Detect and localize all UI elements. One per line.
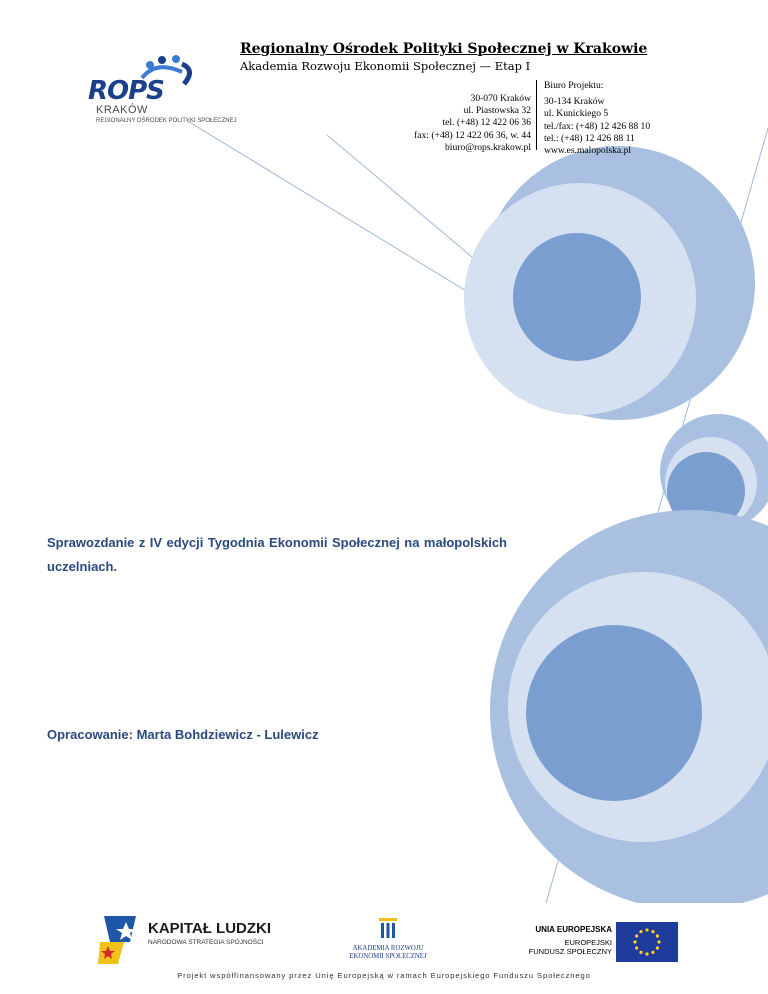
logo-city: KRAKÓW xyxy=(96,104,148,116)
address-divider xyxy=(536,80,537,150)
project-office-label: Biuro Projektu: xyxy=(544,80,604,91)
address-line: tel. (+48) 12 422 06 36 xyxy=(442,117,531,129)
eu-title: UNIA EUROPEJSKA xyxy=(535,925,612,934)
logo-wordmark: ROPS xyxy=(88,76,164,106)
address-line: tel./fax: (+48) 12 426 88 10 xyxy=(544,120,651,132)
report-author: Opracowanie: Marta Bohdziewicz - Lulewicz xyxy=(47,727,319,742)
address-line: fax: (+48) 12 422 06 36, w. 44 xyxy=(414,129,531,141)
address-line: tel.: (+48) 12 426 88 11 xyxy=(544,132,635,144)
akademia-columns-icon xyxy=(377,916,399,942)
kapital-ludzki-emblem-icon xyxy=(96,912,142,968)
address-line: 30-070 Kraków xyxy=(470,93,531,104)
akademia-logo xyxy=(338,916,438,968)
eu-fund-line-2: FUNDUSZ SPOŁECZNY xyxy=(528,947,612,956)
rops-logo xyxy=(86,50,246,130)
address-line: ul. Piastowska 32 xyxy=(463,105,531,117)
address-line: 30-134 Kraków xyxy=(544,96,605,108)
organization-subtitle: Akademia Rozwoju Ekonomii Społecznej — Etap I xyxy=(240,59,531,73)
akademia-line-2: EKONOMII SPOŁECZNEJ xyxy=(349,953,427,960)
eu-fund-line-1: EUROPEJSKI xyxy=(564,938,612,947)
cofinancing-note: Projekt współfinansowany przez Unię Europejską w ramach Europejskiego Funduszu Społecznego xyxy=(177,971,591,980)
eu-fund-text xyxy=(510,938,612,956)
kapital-ludzki-subtitle: NARODOWA STRATEGIA SPÓJNOŚCI xyxy=(148,939,264,946)
organization-title: Regionalny Ośrodek Polityki Społecznej w Krakowie xyxy=(240,41,648,57)
address-email[interactable]: biuro@rops.krakow.pl xyxy=(444,141,531,153)
address-main-office xyxy=(395,93,531,154)
address-project-office xyxy=(544,80,744,157)
address-line: ul. Kunickiego 5 xyxy=(544,108,609,120)
akademia-line-1: AKADEMIA ROZWOJU xyxy=(352,945,424,952)
eu-logo xyxy=(508,920,678,965)
eu-flag-icon xyxy=(616,922,678,962)
kapital-ludzki-title: KAPITAŁ LUDZKI xyxy=(148,920,272,937)
logo-full-name: REGIONALNY OŚRODEK POLITYKI SPOŁECZNEJ xyxy=(96,118,237,124)
address-website[interactable]: www.es.malopolska.pl xyxy=(544,145,632,157)
report-title: Sprawozdanie z IV edycji Tygodnia Ekonomii Społecznej na małopolskich uczelniach. xyxy=(47,535,507,574)
kapital-ludzki-logo xyxy=(96,912,286,968)
